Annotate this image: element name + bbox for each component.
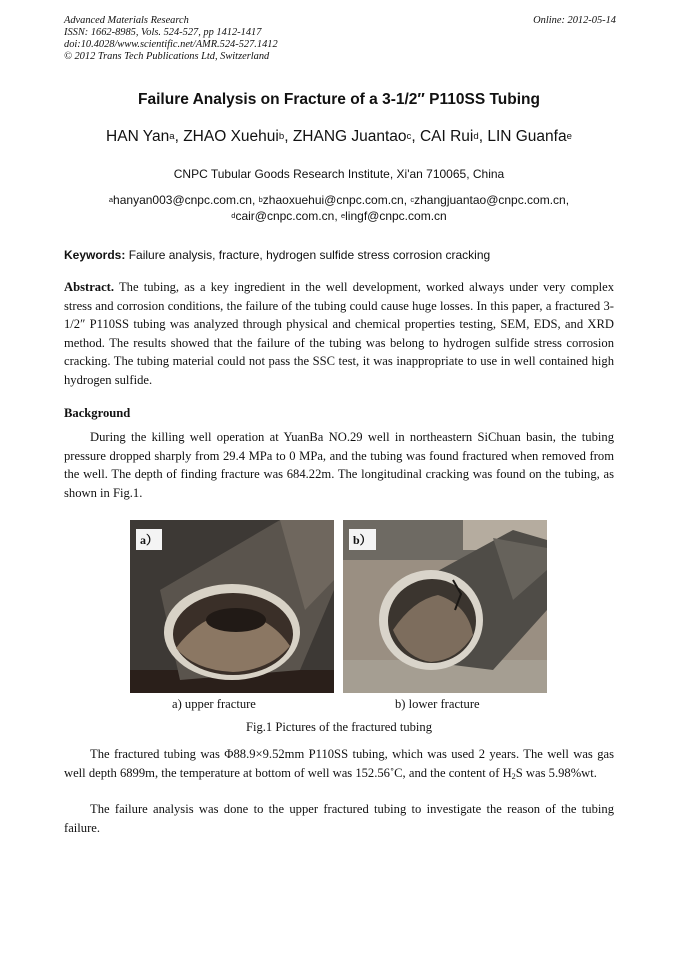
background-paragraph: The fractured tubing was Φ88.9×9.52mm P110SS tubing, which was used 2 years. The well was gas well depth 6899m, the temperature at bottom of well was 152.56˚C, and the content of $H_2S$ was 5.98%wt. xyxy=(64,747,614,781)
email-list xyxy=(0,192,678,224)
abstract xyxy=(64,278,614,390)
author: HAN Yan$^a$ xyxy=(106,128,175,145)
photo-upper-fracture xyxy=(130,520,334,693)
subcaption-b: b) lower fracture xyxy=(395,697,480,711)
journal-name: Advanced Materials Research xyxy=(64,15,189,26)
journal-issn: ISSN: 1662-8985, Vols. 524-527, pp 1412-1417 xyxy=(64,27,262,38)
abstract-text: The tubing, as a key ingredient in the well development, worked always under very complex stress and corrosion conditions, the failure of the tubing could cause huge losses. In this paper, a fractured 3-1/2″ P110SS tubing was analyzed through physical and chemical properties testing, SEM, EDS, and XRD method. The results showed that the failure of the tubing was belong to hydrogen sulfide stress corrosion cracking. The tubing material could not pass the SSC test, it was inappropriate to use in well contained high hydrogen sulfide. xyxy=(64,280,615,387)
author: ZHAO Xuehui$^b$ xyxy=(183,128,285,145)
online-date: Online: 2012-05-14 xyxy=(533,15,616,26)
keywords-label: Keywords: xyxy=(64,248,126,262)
panel-label-b: b） xyxy=(349,529,376,550)
section-heading: Background xyxy=(64,406,131,420)
email[interactable]: $^d$cair@cnpc.com.cn, xyxy=(231,209,338,223)
photo-lower-fracture xyxy=(343,520,547,693)
author: LIN Guanfa$^e$ xyxy=(487,128,572,145)
subcaption-a: a) upper fracture xyxy=(172,697,256,711)
journal-doi: doi:10.4028/www.scientific.net/AMR.524-527.1412 xyxy=(64,39,278,50)
abstract-label: Abstract. xyxy=(64,280,115,294)
email[interactable]: $^b$zhaoxuehui@cnpc.com.cn, xyxy=(258,193,408,207)
email[interactable]: $^c$zhangjuantao@cnpc.com.cn, xyxy=(410,193,570,207)
panel-label-a: a） xyxy=(136,529,162,550)
keywords-text: Failure analysis, fracture, hydrogen sulfide stress corrosion cracking xyxy=(128,248,491,262)
author: CAI Rui$^d$ xyxy=(419,128,479,145)
affiliation: CNPC Tubular Goods Research Institute, Xi'an 710065, China xyxy=(173,167,505,181)
background-paragraph: The failure analysis was done to the upper fractured tubing to investigate the reason of the tubing failure. xyxy=(64,802,614,835)
keywords xyxy=(64,248,624,262)
email[interactable]: $^e$lingf@cnpc.com.cn xyxy=(341,209,447,223)
journal-header xyxy=(64,15,616,63)
author: ZHANG Juantao$^c$ xyxy=(292,128,412,145)
email[interactable]: $^a$hanyan003@cnpc.com.cn, xyxy=(108,193,256,207)
author-list: HAN Yan$^a$, ZHAO Xuehui$^b$, ZHANG Juantao$^c$, CAI Rui$^d$, LIN Guanfa$^e$ xyxy=(106,128,572,145)
journal-copyright: © 2012 Trans Tech Publications Ltd, Switzerland xyxy=(64,51,270,62)
paper-title: Failure Analysis on Fracture of a 3-1/2″ P110SS Tubing xyxy=(138,91,540,108)
figure-caption: Fig.1 Pictures of the fractured tubing xyxy=(245,720,433,734)
background-paragraph: During the killing well operation at YuanBa NO.29 well in northeastern SiChuan basin, the tubing pressure dropped sharply from 29.4 MPa to 0 MPa, and the tubing was found fractured when removed from the well. The depth of finding fracture was 684.22m. The longitudinal cracking was found on the tubing, as shown in Fig.1. xyxy=(64,430,614,500)
